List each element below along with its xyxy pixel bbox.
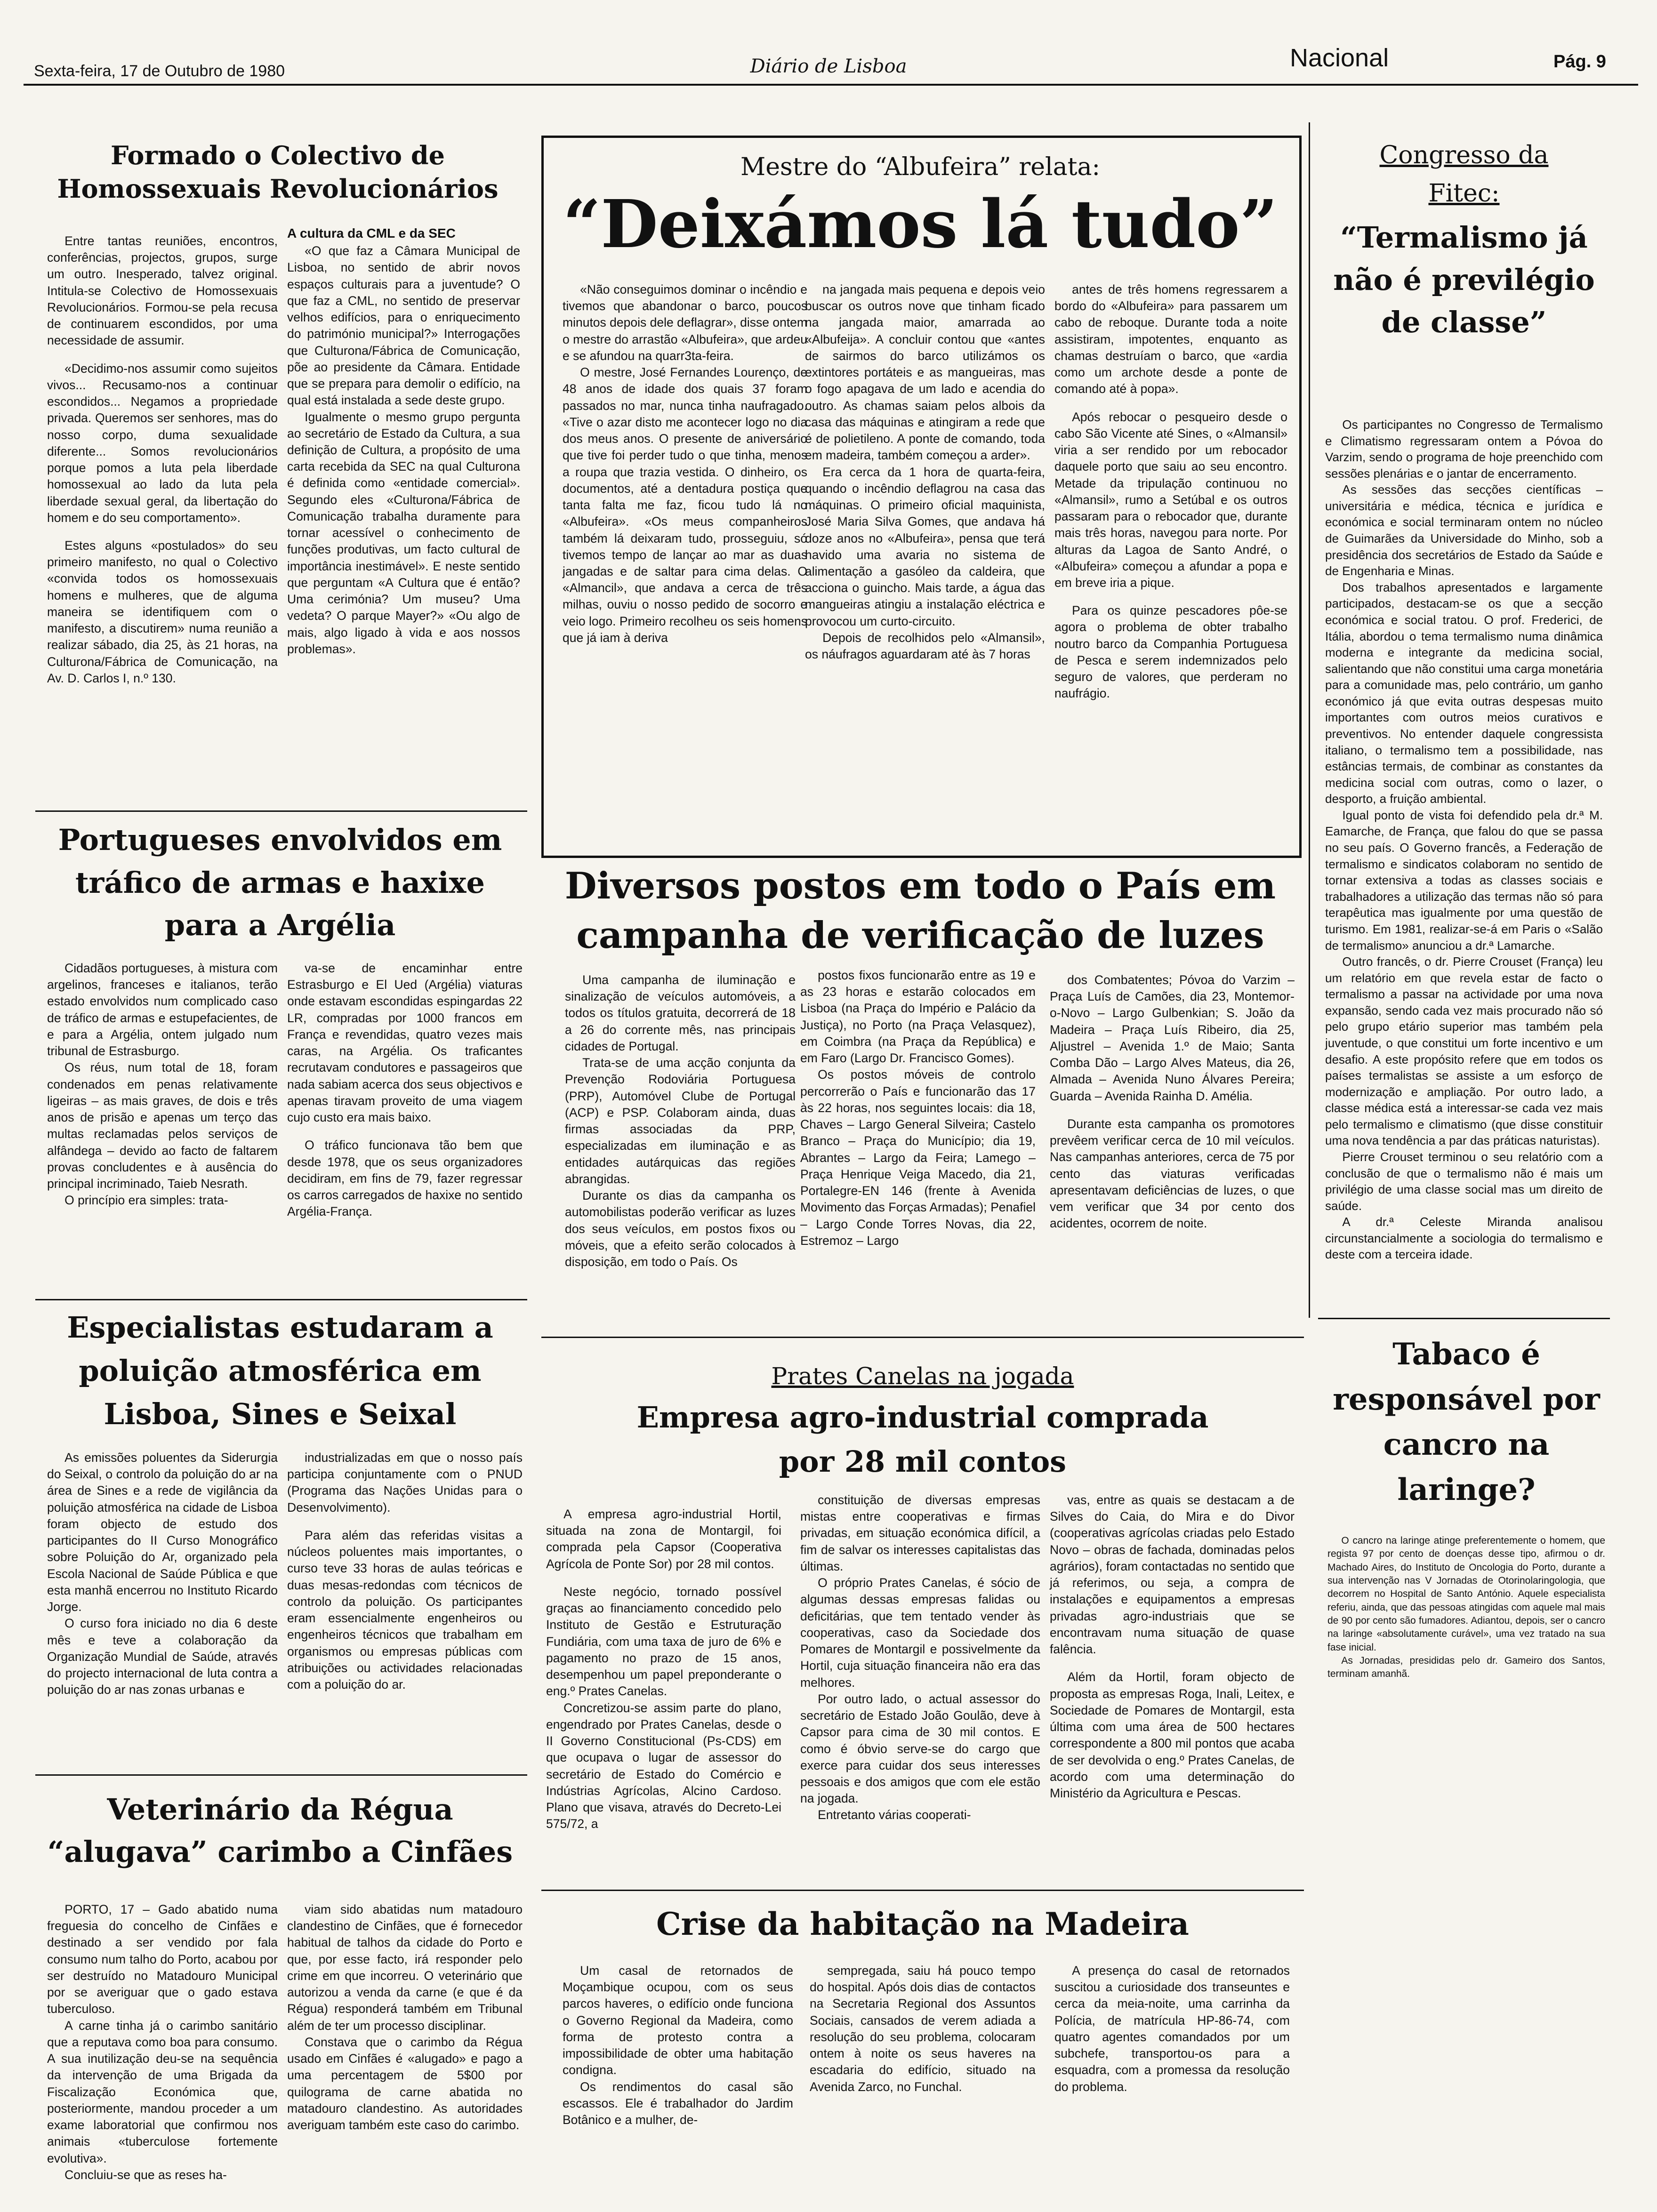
article-body-poluicao-col2 <box>287 1450 523 1693</box>
paragraph: As emissões poluentes da Siderurgia do Seixal, o controlo da poluição do ar na área de Sines e a rede de vigilância da poluição atmosférica na cidade de Lisboa foram objecto de estudo dos participantes do II Curso Monográfico sobre Poluição do Ar, organizado pela Escola Nacional de Saúde Pública e que esta manhã encerrou no Instituto Ricardo Jorge. <box>47 1451 278 1614</box>
paragraph: viam sido abatidas num matadouro clandestino de Cinfães, que é fornecedor habitual de talhos da cidade do Porto e que, por esse facto, irá responder pelo crime em que incorreu. O veterinário que autorizou a venda da carne (e que é da Régua) responderá também em Tribunal além de ter um processo disciplinar. <box>287 1902 523 2033</box>
article-body-colectivo-col1 <box>47 233 278 687</box>
paragraph: Após rebocar o pesqueiro desde o cabo São Vicente até Sines, o «Almansil» viria a ser rendido por um rebocador daquele porto que saiu ao seu encontro. Metade da tripulação continuou no «Almansil», rumo a Setúbal e os outros passaram para o rebocador que, durante mais três horas, navegou para norte. Por alturas da Lagoa de Santo André, o «Albufeira» começou a afundar a popa e em breve iria a pique. <box>1054 409 1287 590</box>
article-body-luzes-col2 <box>800 967 1036 1249</box>
article-body-agro-col3 <box>1050 1492 1295 1802</box>
article-body-veterinario-col2 <box>287 1901 523 2133</box>
paragraph: O tráfico funcionava tão bem que desde 1978, que os seus organizadores decidiram, em fins de 79, fazer regressar os carros carregados de haxixe no sentido Argélia-França. <box>287 1138 523 1219</box>
article-body-agro-col1 <box>546 1506 781 1832</box>
paragraph: Cidadãos portugueses, à mistura com argelinos, franceses e italianos, terão estado envolvidos num complicado caso de tráfico de armas e estupefacientes, de e para a Argélia, ontem julgado num tribunal de Estrasburgo. <box>47 961 278 1058</box>
kicker-prates-canelas: Prates Canelas na jogada <box>771 1362 1074 1390</box>
paragraph: A carne tinha já o carimbo sanitário que a reputava como boa para consumo. A sua inutilização deu-se na sequência da intervenção de uma Brigada da Fiscalização Económica que, posteriormente, mandou proceder a um exame laboratorial que confirmou nos animais «tuberculose fortemente evolutiva». <box>47 2018 278 2165</box>
article-body-albufeira-col1 <box>563 281 807 646</box>
paragraph: «O que faz a Câmara Municipal de Lisboa, no sentido de abrir novos espaços culturais para a juventude? O que faz a CML, no sentido de preservar velhos edifícios, para o enriquecimento do património municipal?» Interrogações que Culturona/Fábrica de Comunicação, põe ao presidente da Câmara. Entidade que se prepara para demolir o edifício, na qual está instalada a sede deste grupo. <box>287 244 520 408</box>
article-title-argelia: Portugueses envolvidos em tráfico de armas e haxixe para a Argélia <box>58 823 502 943</box>
paragraph: Trata-se de uma acção conjunta da Prevenção Rodoviária Portuguesa (PRP), Automóvel Clube de Portugal (ACP) e PSP. Colaboram ainda, duas firmas associadas da PRP, especializadas em iluminação e as entidades autárquicas das regiões abrangidas. <box>565 1056 796 1186</box>
article-title-colectivo: Formado o Colectivo de Homossexuais Revolucionários <box>57 140 499 204</box>
article-body-colectivo-col2 <box>287 226 520 657</box>
paragraph: As Jornadas, presididas pelo dr. Gameiro dos Santos, terminam amanhã. <box>1327 1655 1605 1680</box>
paragraph: Além da Hortil, foram objecto de proposta as empresas Roga, Inali, Leitex, e Sociedade de Pomares de Montargil, esta última com uma área de 500 hectares correspondente a 800 mil pontos que acaba de ser devolvida o eng.º Prates Canelas, de acordo com uma determinação do Ministério da Agricultura e Pescas. <box>1050 1670 1295 1800</box>
divider <box>35 1299 527 1300</box>
article-body-madeira-col1 <box>563 1963 793 2128</box>
article-body-poluicao-col1 <box>47 1450 278 1699</box>
paragraph: sempregada, saiu há pouco tempo do hospital. Após dois dias de contactos na Secretaria Regional dos Assuntos Sociais, cansados de verem adiada a resolução do seu problema, colocaram ontem à noite os seus haveres na escadaria do edifício, situado na Avenida Zarco, no Funchal. <box>810 1964 1036 2094</box>
paragraph: Um casal de retornados de Moçambique ocupou, com os seus parcos haveres, o edifício onde funciona o Governo Regional da Madeira, como forma de protesto contra a impossibilidade de obter uma habitação condigna. <box>563 1964 793 2077</box>
page-number: Pág. 9 <box>1553 52 1606 72</box>
kicker-fitec: Congresso da Fitec: <box>1379 141 1549 208</box>
paragraph: na jangada mais pequena e depois veio buscar os outros nove que tinham ficado na jangada maior, amarrada ao «Albufeija». A concluir contou que «antes de sairmos do barco utilizámos os extintores portáteis e as mangueiras, mas o fogo apagava de um lado e acendia do outro. As chamas saiam pelos albois da casa das máquinas e atingiram a rede que é de polietileno. A ponte de comando, toda em madeira, também começou a arder». <box>805 282 1045 463</box>
paragraph: O cancro na laringe atinge preferentemente o homem, que regista 97 por cento de doenças desse tipo, afirmou o dr. Machado Aires, do Instituto de Oncologia do Porto, durante a sua intervenção nas V Jornadas de Otorinolaringologia, que decorrem no Hospital de Santo António. Aquele especialista referiu, ainda, que das pessoas atingidas com aquele mal mais de 90 por cento são fumadores. Adiantou, depois, ser o cancro na laringe «absolutamente curável», uma vez tratado na sua fase inicial. <box>1327 1535 1605 1653</box>
divider <box>35 1774 527 1776</box>
paragraph: Concretizou-se assim parte do plano, engendrado por Prates Canelas, desde o II Governo Constitucional (Ps-CDS) em que ocupava o lugar de assessor do secretário de Estado do Comércio e Indústrias Agrícolas, Alcino Cardoso. Plano que visava, através do Decreto-Lei 575/72, a <box>546 1700 781 1831</box>
paragraph: Entretanto várias cooperati- <box>818 1808 971 1822</box>
article-body-madeira-col2 <box>810 1963 1036 2095</box>
article-title-luzes: Diversos postos em todo o País em campanha de verificação de luzes <box>564 865 1276 957</box>
article-title-agro-industrial: Empresa agro-industrial comprada por 28 mil contos <box>636 1400 1209 1479</box>
article-title-veterinario: Veterinário da Régua “alugava” carimbo a Cinfães <box>47 1792 513 1869</box>
paragraph: postos fixos funcionarão entre as 19 e as 23 horas e estarão colocados em Lisboa (na Praça do Império e Palácio da Justiça), no Porto (na Praça Velasquez), em Coimbra (na Praça da República) e em Faro (Largo Dr. Francisco Gomes). <box>800 968 1036 1066</box>
divider <box>1318 1318 1610 1319</box>
header-rule <box>24 84 1638 86</box>
article-title-poluicao: Especialistas estudaram a poluição atmosférica em Lisboa, Sines e Seixal <box>67 1310 493 1431</box>
article-title-termalismo: “Termalismo já não é previlégio de classe” <box>1333 220 1595 339</box>
paragraph: va-se de encaminhar entre Estrasburgo e El Ued (Argélia) viaturas onde estavam escondidas espingardas 22 LR, compradas por 1000 francos em França e revendidas, quatro vezes mais caras, na Argélia. Os traficantes recrutavam condutores e passageiros que nada sabiam acerca dos seus objectivos e apenas tiravam proveito de uma viagem cujo custo era mais baixo. <box>287 961 523 1125</box>
paragraph: constituição de diversas empresas mistas entre cooperativas e firmas privadas, em situação económica difícil, a fim de salvar os interesses capitalistas das últimas. <box>800 1493 1040 1573</box>
paragraph: Igual ponto de vista foi defendido pela dr.ª M. Eamarche, de França, que falou do que se passa no seu país. O Governo francês, a Federação de termalismo e sindicatos colaboram no sentido de tornar extensiva a todas as classes sociais e trabalhadores a utilização das termas não só para terapêutica mas igualmente por uma questão de turismo. Em 1981, realizar-se-á em Paris o «Salão de termalismo» anunciou a dr.ª Lamarche. <box>1325 808 1603 953</box>
paragraph: Dos trabalhos apresentados e largamente participados, destacam-se os que a secção económica e social tratou. O prof. Frederici, de Itália, abordou o tema termalismo numa dinâmica moderna e integrante da medicina social, salientando que não constitui uma carga monetária para a comunidade mas, pelo contrário, um ganho económico já que evita outras despesas muito importantes com outros meios curativos e preventivos. No entender daquele congressista italiano, o termalismo tem a possibilidade, nas estâncias termais, de combinar as constantes da medicina social com outras, como o lazer, o desporto, a fruição ambiental. <box>1325 580 1603 806</box>
paragraph: Os participantes no Congresso de Termalismo e Climatismo regressaram ontem a Póvoa do Varzim, sendo o programa de hoje preenchido com sessões plenárias e o jantar de encerramento. <box>1325 417 1603 481</box>
article-body-luzes-col3 <box>1050 972 1295 1232</box>
paragraph: Era cerca da 1 hora de quarta-feira, quando o incêndio deflagrou na casa das máquinas. O primeiro oficial maquinista, José Maria Silva Gomes, que andava há doze anos no «Albufeira», pensa que terá havido uma avaria no sistema de alimentação a gasóleo da caldeira, que acciona o guincho. Mais tarde, a água das mangueiras atingiu a instalação eléctrica e provocou um curto-circuito. <box>805 465 1045 628</box>
article-body-albufeira-col3 <box>1054 281 1287 702</box>
paragraph: Constava que o carimbo da Régua usado em Cinfães é «alugado» e pago a uma percentagem de 5$00 por quilograma de carne abatida no matadouro clandestino. As autoridades averiguam também este caso do carimbo. <box>287 2035 523 2132</box>
paragraph: Os postos móveis de controlo percorrerão o País e funcionarão das 17 às 22 horas, nos seguintes locais: dia 18, Chaves – Largo General Silveira; Castelo Branco – Praça do Município; dia 19, Abrantes – Largo da Feira; Lamego – Praça Henrique Veiga Macedo, dia 21, Portalegre-EN 146 (frente à Avenida Movimento das Forças Armadas); Penafiel – Largo Conde Torres Novas, dia 22, Estremoz – Largo <box>800 1067 1036 1248</box>
paragraph: Uma campanha de iluminação e sinalização de veículos automóveis, a todos os títulos gratuita, decorrerá de 18 a 26 do corrente mês, nas principais cidades de Portugal. <box>565 973 796 1053</box>
paragraph: Para os quinze pescadores pôe-se agora o problema de obter trabalho noutro barco da Companhia Portuguesa de Pesca e serem indemnizados pelo seguro de valores, que perderam no naufrágio. <box>1054 603 1287 701</box>
paragraph: A presença do casal de retornados suscitou a curiosidade dos transeuntes e cerca da meia-noite, uma carrinha da Polícia, de matrícula HP-86-74, com quatro agentes comandados por um subchefe, transportou-os para a esquadra, com a promessa da resolução do problema. <box>1054 1964 1290 2094</box>
article-body-veterinario-col1 <box>47 1901 278 2183</box>
paragraph: PORTO, 17 – Gado abatido numa freguesia do concelho de Cinfães e destinado a ser vendido por fala consumo num talho do Porto, acabou por ser destruído no Matadouro Municipal por se averiguar que o gado estava tuberculoso. <box>47 1902 278 2016</box>
article-body-agro-col2 <box>800 1492 1040 1824</box>
paragraph: O próprio Prates Canelas, é sócio de algumas dessas empresas falidas ou deficitárias, que tem tentado vender às cooperativas, caso da Sociedade dos Pomares de Montargil e possivelmente da Hortil, cuja situação financeira não era das melhores. <box>800 1576 1040 1690</box>
paragraph: O curso fora iniciado no dia 6 deste mês e teve a colaboração da Organização Mundial de Saúde, através do projecto internacional de luta contra a poluição do ar nas zonas urbanas e <box>47 1616 278 1697</box>
paragraph: As sessões das secções científicas – universitária e médica, técnica e jurídica e económica e social terminaram ontem no núcleo de Guimarães da Universidade do Minho, sob a presidência dos secretários de Estado da Saúde e de Engenharia e Minas. <box>1325 482 1603 578</box>
paragraph: O princípio era simples: trata- <box>64 1193 228 1208</box>
article-body-albufeira-col2 <box>805 281 1045 663</box>
article-title-madeira: Crise da habitação na Madeira <box>656 1906 1189 1942</box>
paragraph: Os rendimentos do casal são escassos. Ele é trabalhador do Jardim Botânico e a mulher, de- <box>563 2079 793 2127</box>
paragraph: A dr.ª Celeste Miranda analisou circunstancialmente a sociologia do termalismo e deste com a terceira idade. <box>1325 1215 1603 1262</box>
paragraph: Pierre Crouset terminou o seu relatório com a conclusão de que o termalismo não é mais um privilégio de uma classe social mas um direito de saúde. <box>1325 1150 1603 1213</box>
issue-date: Sexta-feira, 17 de Outubro de 1980 <box>34 62 285 80</box>
paragraph: vas, entre as quais se destacam a de Silves do Caia, do Mira e do Divor (cooperativas agrícolas criadas pelo Estado Novo – obras de fachada, dominadas pelos agrários), foram contactadas no sentido que já referimos, ou seja, a compra de instalações e equipamentos a empresas privadas agro-industriais que se encontravam numa situação de quase falência. <box>1050 1493 1295 1657</box>
article-title-tabaco: Tabaco é responsável por cancro na laringe? <box>1333 1337 1600 1507</box>
paragraph: «Decidimo-nos assumir como sujeitos vivos... Recusamo-nos a continuar escondidos... Negamos a propriedade privada. Queremos ser senhores, mas do nosso corpo, duma sexualidade diferente... Somos revolucionários porque pomos a luta pela liberdade homossexual ao lado da luta pela liberdade sexual geral, da libertação do homem e do seu comportamento». <box>47 361 278 525</box>
article-body-luzes-col1 <box>565 972 796 1270</box>
divider <box>35 810 527 812</box>
article-body-argelia-col2 <box>287 960 523 1220</box>
paragraph: Por outro lado, o actual assessor do secretário de Estado João Goulão, deve à Capsor para cima de 30 mil contos. E como é óbvio serve-se do cargo que exerce para cuidar dos seus interesses pessoais e dos amigos que com ele estão na jogada. <box>800 1691 1040 1806</box>
paragraph: Concluiu-se que as reses ha- <box>64 2167 227 2182</box>
column-divider <box>1309 122 1310 1318</box>
paragraph: Para além das referidas visitas a núcleos poluentes mais importantes, o curso teve 33 horas de aulas teóricas e duas mesas-redondas com técnicos de controlo da poluição. Os participantes eram essencialmente engenheiros ou engenheiros técnicos que trabalham em organismos ou empresas públicas com atribuições ou actividades relacionadas com a poluição do ar. <box>287 1528 523 1692</box>
paragraph: Neste negócio, tornado possível graças ao financiamento concedido pelo Instituto de Gestão e Estruturação Fundiária, com uma taxa de juro de 6% e pagamento no prazo de 15 anos, desempenhou um papel preponderante o eng.º Prates Canelas. <box>546 1584 781 1699</box>
paragraph: Entre tantas reuniões, encontros, conferências, projectos, grupos, surge um outro. Inesperado, talvez original. Intitula-se Colectivo de Homossexuais Revolucionários. Formou-se pela recusa de continuarem escondidos, por uma necessidade de assumir. <box>47 234 278 348</box>
paragraph: Igualmente o mesmo grupo pergunta ao secretário de Estado da Cultura, a sua definição de Cultura, a propósito de uma carta recebida da SEC na qual Culturona é definida como «entidade comercial». Segundo eles «Culturona/Fábrica de Comunicação trabalha duramente para tornar acessível o conhecimento de funções produtivas, um facto cultural de importância inestimável». E neste sentido que perguntam «A Cultura que é então? Uma cerimónia? Um museu? Uma vedeta? O parque Mayer?» «Ou algo de mais, algo ligado à vida e aos nossos problemas». <box>287 409 520 656</box>
kicker-albufeira: Mestre do “Albufeira” relata: <box>740 153 1101 181</box>
divider <box>541 1337 1304 1338</box>
article-body-madeira-col3 <box>1054 1963 1290 2095</box>
article-body-argelia-col1 <box>47 960 278 1209</box>
paragraph: Depois de recolhidos pelo «Almansil», os náufragos aguardaram até às 7 horas <box>805 630 1045 662</box>
article-title-albufeira: “Deixámos lá tudo” <box>563 186 1278 263</box>
paragraph: Durante esta campanha os promotores prevêem verificar cerca de 10 mil veículos. Nas campanhas anteriores, cerca de 75 por cento das viaturas verificadas apresentavam deficiências de luzes, o que vem verificar que 34 por cento dos acidentes, ocorrem de noite. <box>1050 1116 1295 1231</box>
article-body-tabaco <box>1327 1534 1605 1681</box>
paragraph: antes de três homens regressarem a bordo do «Albufeira» para passarem um cabo de reboque. Durante toda a noite assistiram, impotentes, enquanto as chamas destruíam o barco, que «ardia como um archote desde a ponte de comando até à popa». <box>1054 282 1287 396</box>
paragraph: O mestre, José Fernandes Lourenço, de 48 anos de idade dos quais 37 foram passados no mar, nunca tinha naufragado. «Tive o azar disto me acontecer logo no dia dos meus anos. O presente de aniversário que tive foi perder tudo o que tinha, menos a roupa que trazia vestida. O dinheiro, os documentos, até a dentadura postiça que tanta falta me faz, ficou tudo lá no «Albufeira». «Os meus companheiros também lá deixaram tudo, prosseguiu, só tivemos tempo de lançar ao mar as duas jangadas e de saltar para cima delas. O «Almancil», que andava a cerca de três milhas, ouviu o nosso pedido de socorro e veio logo. Primeiro recolheu os seis homens que já iam à deriva <box>563 365 807 645</box>
paragraph: A empresa agro-industrial Hortil, situada na zona de Montargil, foi comprada pela Capsor (Cooperativa Agrícola de Ponte Sor) por 28 mil contos. <box>546 1507 781 1571</box>
paragraph: Outro francês, o dr. Pierre Crouset (França) leu um relatório em que revela estar de facto o termalismo a passar na actividade por uma nova expansão, sendo cada vez mais procurado não só pelo grupo etário superior mas também pela juventude, o que constitui um forte incentivo e um desafio. A este propósito refere que em todos os países termalistas se assiste a um esforço de modernização e ampliação. Por outro lado, a classe médica está a interessar-se cada vez mais pelo termalismo e climatismo (que disse constituir uma nova tendência a par das práticas naturistas). <box>1325 954 1603 1148</box>
paragraph: Durante os dias da campanha os automobilistas poderão verificar as luzes dos seus veículos, em postos fixos ou móveis, que a efeito serão colocados à disposição, em todo o País. Os <box>565 1188 796 1269</box>
divider <box>541 1890 1304 1891</box>
masthead: Diário de Lisboa <box>750 56 907 77</box>
paragraph: dos Combatentes; Póvoa do Varzim – Praça Luís de Camões, dia 23, Montemor-o-Novo – Largo Gulbenkian; S. João da Madeira – Praça Luís Ribeiro, dia 25, Aljustrel – Avenida 1.º de Maio; Santa Comba Dão – Largo Alves Mateus, dia 26, Almada – Avenida Nuno Álvares Pereira; Guarda – Avenida Rainha D. Amélia. <box>1050 973 1295 1103</box>
paragraph: industrializadas em que o nosso país participa conjuntamente com o PNUD (Programa das Nações Unidas para o Desenvolvimento). <box>287 1451 523 1515</box>
paragraph: Os réus, num total de 18, foram condenados em penas relativamente ligeiras – as mais graves, de dois e três anos de prisão e apenas um terço das multas reclamadas pelos serviços de alfândega – devido ao facto de faltarem provas concludentes e à ausência do principal incriminado, Taieb Nesrath. <box>47 1060 278 1191</box>
paragraph: «Não conseguimos dominar o incêndio e tivemos que abandonar o barco, poucos minutos depois dele deflagrar», disse ontem o mestre do arrastão «Albufeira», que ardeu e se afundou na quarr3ta-feira. <box>563 282 808 363</box>
article-body-termalismo <box>1325 417 1603 1263</box>
subhead-cultura: A cultura da CML e da SEC <box>287 226 456 240</box>
paragraph: Estes alguns «postulados» do seu primeiro manifesto, no qual o Colectivo «convida todos os homossexuais homens e mulheres, que de alguma maneira se identifiquem com o manifesto, a discutirem» numa reunião a realizar sábado, dia 25, às 21 horas, na Culturona/Fábrica de Comunicação, na Av. D. Carlos I, n.º 130. <box>47 538 278 685</box>
section-name: Nacional <box>1290 44 1389 72</box>
